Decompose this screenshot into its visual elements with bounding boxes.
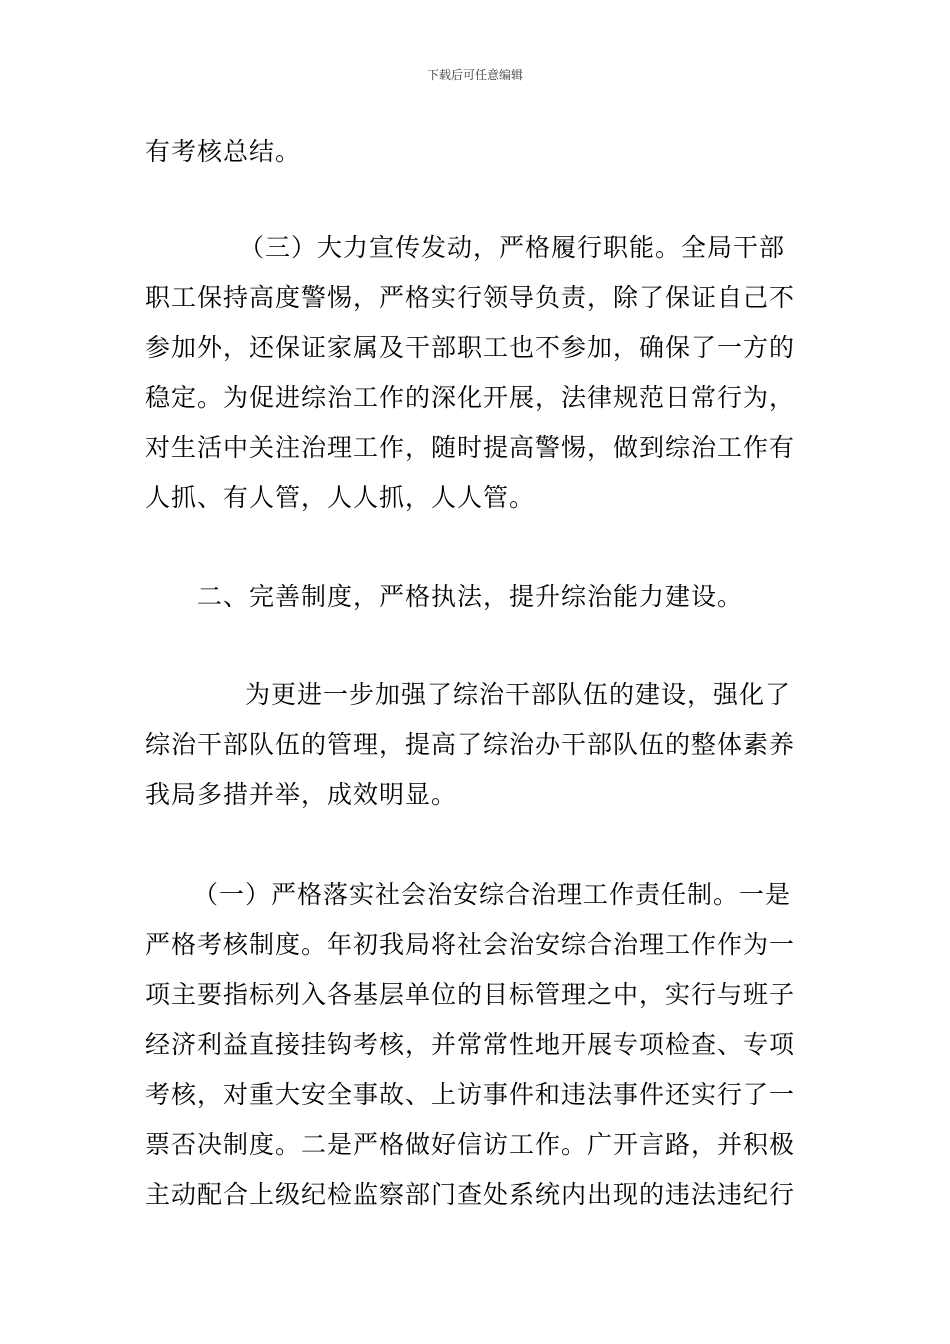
text-line: 严格考核制度。年初我局将社会治安综合治理工作作为一: [145, 930, 796, 959]
text-line: 票否决制度。二是严格做好信访工作。广开言路，并积极: [145, 1130, 796, 1159]
text-line: 参加外，还保证家属及干部职工也不参加，确保了一方的: [145, 333, 796, 362]
text-line: 主动配合上级纪检监察部门查处系统内出现的违法违纪行: [145, 1180, 796, 1209]
text-line: 考核，对重大安全事故、上访事件和违法事件还实行了一: [145, 1080, 796, 1109]
paragraph-3: [145, 670, 810, 820]
text-line: 综治干部队伍的管理，提高了综治办干部队伍的整体素养: [145, 730, 796, 759]
text-line: 对生活中关注治理工作，随时提高警惕，做到综治工作有: [145, 433, 796, 462]
text-line: 稳定。为促进综治工作的深化开展，法律规范日常行为，: [145, 383, 796, 412]
text-line: 我局多措并举，成效明显。: [145, 780, 458, 809]
text-line: 项主要指标列入各基层单位的目标管理之中，实行与班子: [145, 980, 796, 1009]
text-line: 人抓、有人管，人人抓，人人管。: [145, 483, 536, 512]
section-heading: [145, 572, 810, 622]
text-line: （一）严格落实社会治安综合治理工作责任制。一是: [193, 880, 792, 909]
text-line: （三）大力宣传发动，严格履行职能。全局干部: [239, 233, 786, 262]
page-header: 下载后可任意编辑: [426, 68, 523, 82]
text-line: 二、完善制度，严格执法，提升综治能力建设。: [197, 582, 744, 611]
text-line: 有考核总结。: [145, 137, 302, 166]
text-line: 为更进一步加强了综治干部队伍的建设，强化了: [245, 680, 792, 709]
paragraph-1: [145, 223, 810, 523]
paragraph-0: [145, 127, 810, 177]
text-line: 职工保持高度警惕，严格实行领导负责，除了保证自己不: [145, 283, 796, 312]
text-line: 经济利益直接挂钩考核，并常常性地开展专项检查、专项: [145, 1030, 796, 1059]
paragraph-4: [145, 870, 810, 1220]
